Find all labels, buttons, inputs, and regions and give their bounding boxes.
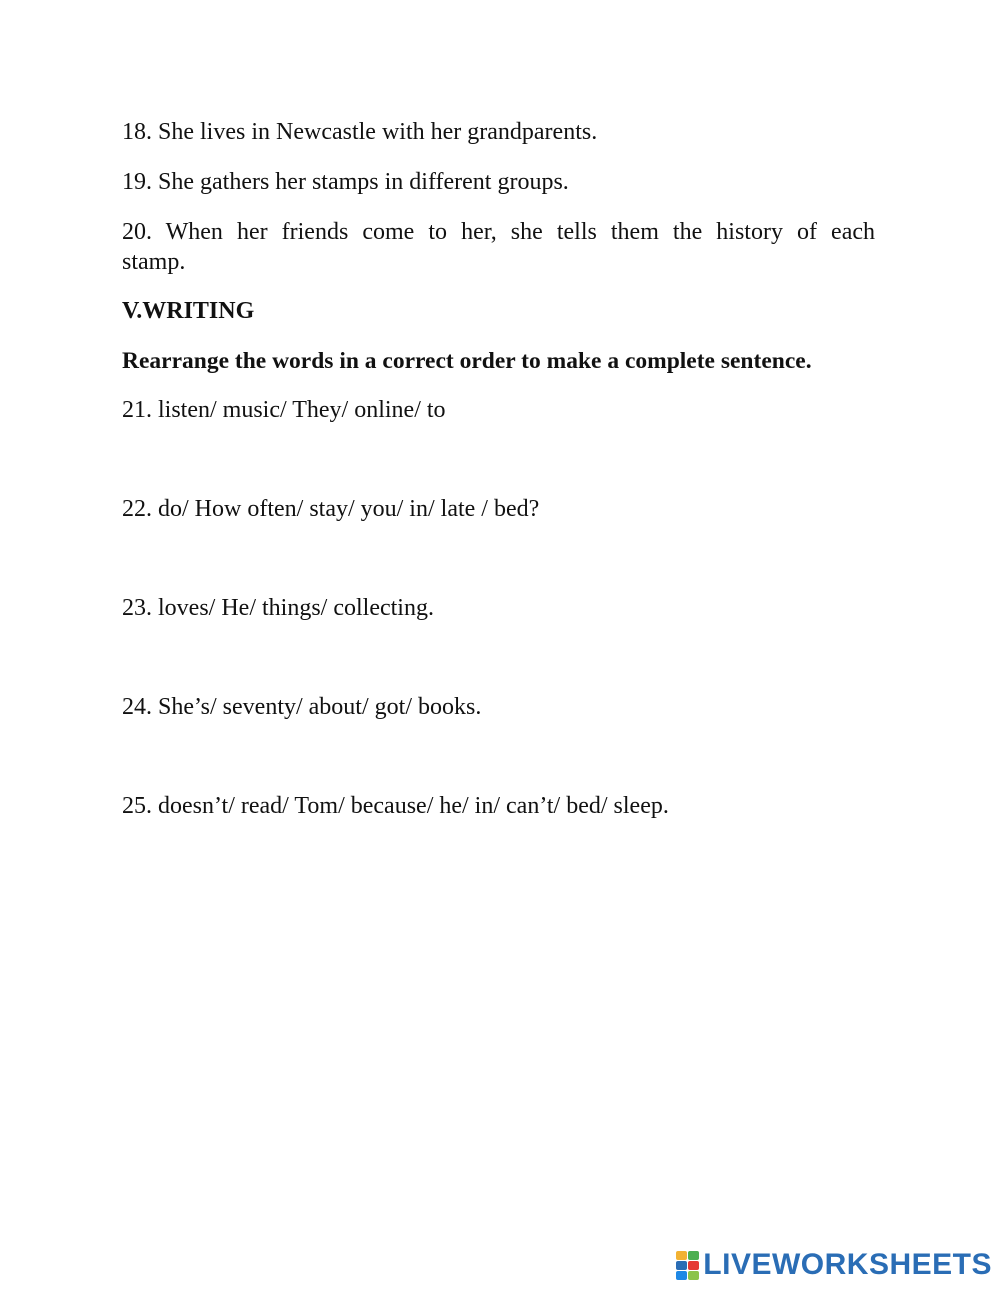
question-24: 24. She’s/ seventy/ about/ got/ books. — [122, 694, 482, 720]
instruction-text: Rearrange the words in a correct order to make a complete sentence. — [122, 348, 812, 374]
question-20-line-1: 20. When her friends come to her, she tells them the history of each — [122, 219, 875, 245]
question-21: 21. listen/ music/ They/ online/ to — [122, 397, 446, 423]
question-20 — [122, 217, 875, 277]
question-19: 19. She gathers her stamps in different groups. — [122, 169, 569, 195]
liveworksheets-logo-icon — [676, 1251, 699, 1280]
liveworksheets-logo — [676, 1247, 992, 1283]
question-25: 25. doesn’t/ read/ Tom/ because/ he/ in/ can’t/ bed/ sleep. — [122, 793, 669, 819]
liveworksheets-logo-text: LIVEWORKSHEETS — [703, 1248, 992, 1281]
question-22: 22. do/ How often/ stay/ you/ in/ late / bed? — [122, 496, 540, 522]
question-18: 18. She lives in Newcastle with her grandparents. — [122, 119, 598, 145]
question-23: 23. loves/ He/ things/ collecting. — [122, 595, 434, 621]
question-20-line-2: stamp. — [122, 249, 186, 275]
section-title: V.WRITING — [122, 298, 255, 324]
